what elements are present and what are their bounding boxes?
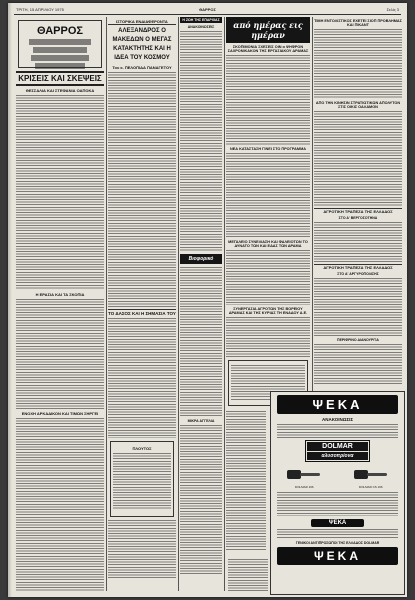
boxed-notice xyxy=(110,441,174,517)
ad-product-1 xyxy=(287,466,321,489)
article-body xyxy=(314,111,402,206)
ad-body-text xyxy=(277,424,398,438)
column-2 xyxy=(108,17,176,591)
article-body xyxy=(226,153,310,238)
ad-product-2 xyxy=(354,466,388,489)
header-title: ΘΑΡΡΟΣ xyxy=(199,7,216,12)
subheading: ΕΝΟΧΗ ΑΡΚΑΔΙΚΟΝ ΚΑΙ ΤΙΜΩΝ ΣΗΡΓΕΙ xyxy=(21,411,99,416)
subheading: Η ΕΡΑΣΙΑ ΚΑΙ ΤΑ ΣΚΟΠΙΑ xyxy=(35,292,85,297)
subheading: ΜΙΚΡΑ ΑΓΓΕΛΙΑ xyxy=(187,419,215,423)
ad-model-label: DOLMAR 166 xyxy=(294,485,314,489)
notice-signature: ΠΕΡΙΦΡΙΝΟ ΔΙΑΝΟΥΡΓΙΑ xyxy=(337,338,379,342)
header-page-number: Σελίς 3 xyxy=(386,7,399,12)
listing-body xyxy=(180,31,222,251)
ad-model-label: DOLMAR CS 166 xyxy=(358,485,383,489)
subheading: ΘΕΣΣΑΛΙΑ ΚΑΙ ΣΤΕΦΑΝΙΑ ΟΑΠΟΚΑ xyxy=(25,88,95,93)
subheading: ΤΙΜΗ ΕΝΤΟΛΙΣΤΙΚΟΣ ΕΧΕΤΕΙ ΣΙΟΠ ΠΡΟΒΛΗΜΑΣ ΚΑΙ ΠΙΚΑΝΤ xyxy=(314,19,402,27)
article-headline: ΑΛΕΞΑΝΔΡΟΣ Ο ΜΑΚΕΔΩΝ Ο ΜΕΓΑΣ ΚΑΤΑΚΤΗΤΗΣ ΚΑΙ Η ΙΔΕΑ ΤΟΥ ΚΟΣΜΟΥ xyxy=(112,28,172,61)
article-body xyxy=(226,55,310,145)
column-rule xyxy=(178,17,179,591)
ad-product-name: DOLMAR xyxy=(307,442,368,451)
nameplate-title: ΘΑΡΡΟΣ xyxy=(36,25,84,37)
ad-footer-text: ΓΕΝΙΚΟΙ ΑΝΤΙΠΡΟΣΩΠΟΙ ΤΗΣ ΕΛΛΑΔΟΣ DOLMAR xyxy=(295,541,380,545)
bank-notice-title: ΑΓΡΟΤΙΚΗ ΤΡΑΠΕΖΑ ΤΗΣ ΕΛΛΑΔΟΣ xyxy=(314,264,402,270)
column-banner: από ημέρας εις ημέραν xyxy=(226,17,310,43)
subheading: ΣΥΝΕΡΓΑΣΙΑ ΑΓΡΟΤΩΝ ΤΗΣ ΒΟΡΕΙΟΥ ΔΡΑΜΑΣ ΚΑΙ ΤΗΣ ΚΥΡΙΑΣ ΤΗ ΕΝΑΔΟΥ Α.Ε. xyxy=(228,307,308,315)
ad-product-images xyxy=(271,466,404,489)
article-body xyxy=(226,250,310,305)
byline: Του κ. ΠΕΛΟΠΙΔΑ ΠΑΝΑΓΕΤΟΥ xyxy=(112,65,172,70)
article-body xyxy=(314,344,402,384)
ad-brand-logo: ΨΕΚΑ xyxy=(277,395,398,414)
article-body xyxy=(16,95,104,290)
column-header: Η ΖΩΗ ΤΗΣ ΕΠΑΡΧΙΑΣ xyxy=(180,17,222,23)
section-heading: ΚΡΙΣΕΙΣ ΚΑΙ ΣΚΕΨΕΙΣ xyxy=(16,71,104,86)
notice-title: ΠΛΟΥΤΟΣ xyxy=(132,446,152,451)
subheading: ΝΕΑ ΚΑΤΑΣΤΑΣΗ ΓΙΝΕΙ ΣΤΟ ΠΡΟΓΡΑΜΜΑ xyxy=(230,147,306,151)
subheading: ΑΠΟ ΤΗΝ ΚΙΝΗΣΙΝ ΣΤΡΑΤΙΩΤΙΚΩΝ ΑΠΟΛΥΤΟΝ ΣΤΙΣ ΟΙΚΙΣ ΟΑΛΑΜΟΝ xyxy=(315,101,401,109)
article-body xyxy=(16,418,104,591)
subheading: ΑΝΑΚΟΙΝΩΣΕΙΣ xyxy=(187,25,215,29)
article-body xyxy=(108,318,176,438)
listing-body xyxy=(180,267,222,417)
bank-notice-sub: ΣΤΟ Α' ΑΡΓΥΡΟΠΟΛΙΣΗΣ xyxy=(337,272,379,276)
nameplate-box xyxy=(18,20,102,68)
column-rule xyxy=(106,17,107,591)
column-rule xyxy=(224,17,225,591)
chainsaw-icon xyxy=(287,467,321,481)
dolmar-advertisement xyxy=(270,391,405,595)
ad-body-text xyxy=(277,529,398,539)
article-body xyxy=(16,299,104,409)
listing-body xyxy=(180,425,222,575)
article-body xyxy=(314,29,402,99)
ad-announcement-title: ΑΝΑΚΟΙΝΩΣΙΣ xyxy=(321,417,354,422)
column-1 xyxy=(16,17,104,591)
listing-body xyxy=(228,559,268,591)
kicker: ΙΣΤΟΡΙΚΑ ΕΝΔΙΑΦΕΡΟΝΤΑ xyxy=(108,19,176,25)
chainsaw-icon xyxy=(354,467,388,481)
header-date: ΤΡΙΤΗ, 15 ΑΠΡΙΛΙΟΥ 1975 xyxy=(16,7,64,12)
running-header xyxy=(14,6,401,15)
ad-brand-logo-bottom: ΨΕΚΑ xyxy=(277,547,398,565)
column-logo: Βιοφορικό xyxy=(180,254,222,264)
article-body xyxy=(226,317,310,357)
column-3 xyxy=(180,17,222,591)
ad-product-box xyxy=(305,440,370,462)
ad-product-sub: αλυσοπρίονα xyxy=(307,452,368,460)
article-body xyxy=(108,72,176,307)
ad-brand-small: ΨΕΚΑ xyxy=(311,519,364,527)
notice-body xyxy=(314,222,402,262)
listing-body xyxy=(226,411,266,551)
subheading: ΜΕΓΑΛΕΙΟ ΣΥΝΕΛΙΑΣΗ ΚΑΙ ΦΑΛΕΙΟΤΩΝ ΤΟ ΔΥΝΑΤΟ ΤΩΝ ΚΑΙ ΕΔΑΣ ΤΩΝ ΔΡΑΜΑ xyxy=(228,240,308,248)
notice-body xyxy=(314,278,402,336)
subheading: ΤΟ ΔΑΣΟΣ ΚΑΙ Η ΣΗΜΑΣΙΑ ΤΟΥ xyxy=(108,311,176,316)
page-fold-shadow xyxy=(8,3,12,597)
newspaper-page xyxy=(8,3,407,597)
bank-notice-title: ΑΓΡΟΤΙΚΗ ΤΡΑΠΕΖΑ ΤΗΣ ΕΛΛΑΔΟΣ xyxy=(314,208,402,214)
subheading: ΣΚΟΠΙΜΟΝΙΑ ΣΧΕΣΕΙΣ ΟΙΝ α ΨΗΦΡΟΝ ΣΑΧΡΟΝΙΚΑΚΟΝ ΤΗΣ ΕΡΓΑΣΙΑΚΟΥ ΔΡΑΜΑΣ xyxy=(227,45,309,53)
bank-notice-sub: ΣΤΟ Α' ΒΕΡΓΟΣΟΤΗΝΑ xyxy=(338,216,378,220)
ad-body-text xyxy=(277,492,398,516)
article-body xyxy=(108,520,176,580)
